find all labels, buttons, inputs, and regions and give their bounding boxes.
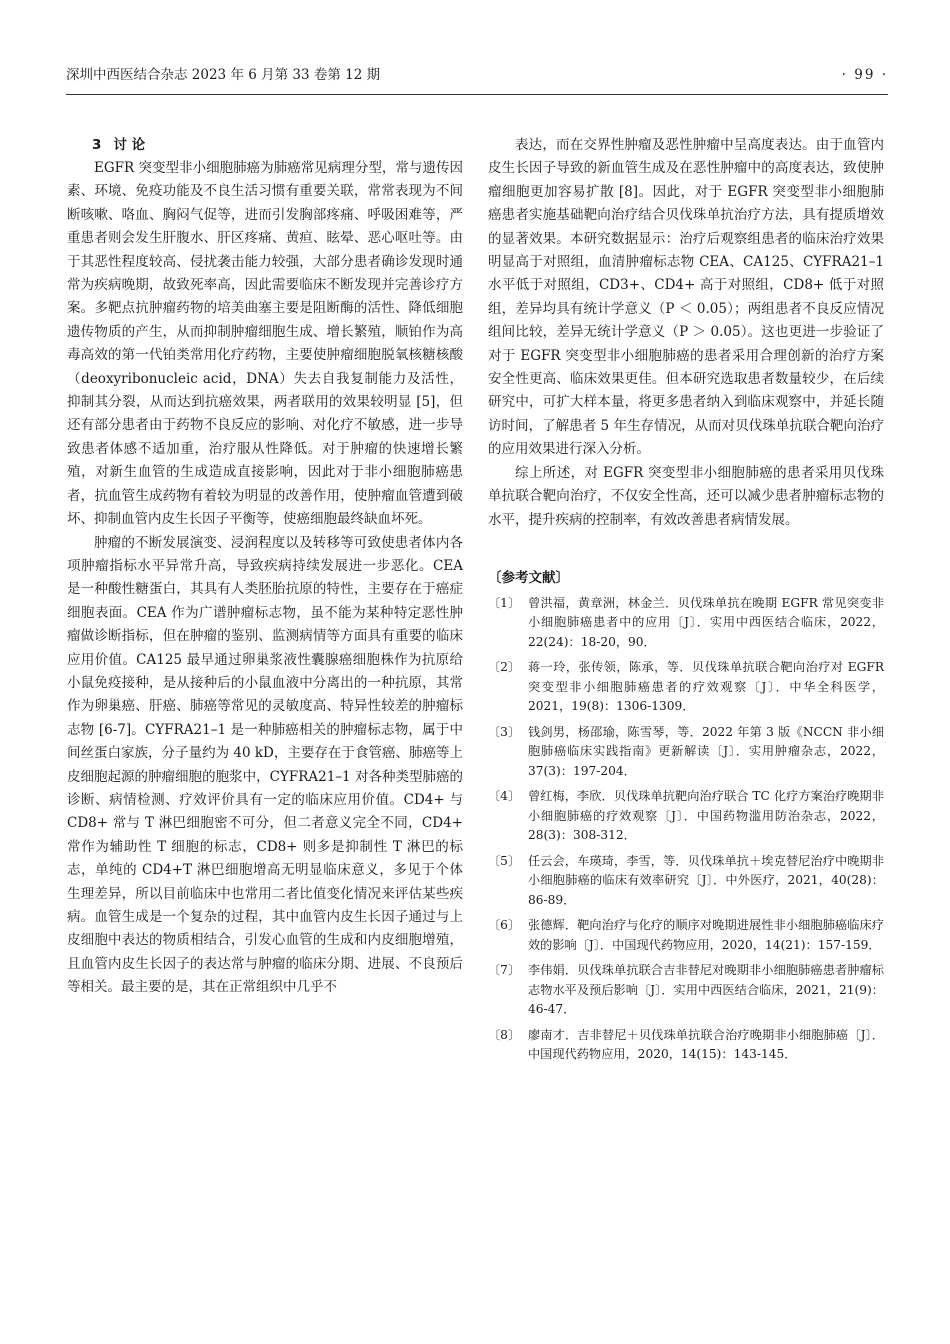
reference-text: 李伟娟．贝伐珠单抗联合吉非替尼对晚期非小细胞肺癌患者肿瘤标志物水平及预后影响〔J〕．实用中西医结合临床，2021，21(9)：46-47． [528, 963, 884, 1017]
reference-item [488, 961, 884, 1020]
reference-number: 〔7〕 [488, 963, 521, 978]
reference-text: 廖南才．吉非替尼＋贝伐珠单抗联合治疗晚期非小细胞肺癌〔J〕．中国现代药物应用，2020，14(15)：143-145． [528, 1027, 884, 1062]
reference-text: 曾红梅，李欣．贝伐珠单抗靶向治疗联合 TC 化疗方案治疗晚期非小细胞肺癌的疗效观察〔J〕．中国药物滥用防治杂志，2022，28(3)：308-312． [528, 789, 884, 843]
paragraph: 表达，而在交界性肿瘤及恶性肿瘤中呈高度表达。由于血管内皮生长因子导致的新血管生成及在恶性肿瘤中的高度表达，致使肿瘤细胞更加容易扩散 [8]。因此，对于 EGFR 突变型非小细胞肺癌患者实施基础靶向治疗结合贝伐珠单抗治疗方法，具有提质增效的显著效果。本研究数据显示：治疗后观察组患者的临床治疗效果明显高于对照组，血清肿瘤标志物 CEA、CA125、CYFRA21–1 水平低于对照组，CD3+、CD4+ 高于对照组，CD8+ 低于对照组，差异均具有统计学意义（P ＜ 0.05）；两组患者不良反应情况组间比较，差异无统计学意义（P ＞ 0.05）。这也更进一步验证了对于 EGFR 突变型非小细胞肺癌的患者采用合理创新的治疗方案安全性更高、临床效果更佳。但本研究选取患者数量较少，在后续研究中，可扩大样本量，将更多患者纳入到临床观察中，并延长随访时间，了解患者 5 年生存情况，从而对贝伐珠单抗联合靶向治疗的应用效果进行深入分析。 [488, 137, 884, 458]
reference-item [488, 658, 884, 717]
reference-number: 〔2〕 [488, 660, 521, 675]
reference-text: 曾洪福，黄章洲，林金兰．贝伐珠单抗在晚期 EGFR 常见突变非小细胞肺癌患者中的应用〔J〕．实用中西医结合临床，2022，22(24)：18-20，90． [528, 595, 884, 649]
reference-item [488, 723, 884, 782]
reference-item [488, 1026, 884, 1065]
reference-item [488, 852, 884, 911]
references-heading: 〔参考文献〕 [488, 569, 569, 586]
reference-text: 张德辉．靶向治疗与化疗的顺序对晚期进展性非小细胞肺癌临床疗效的影响〔J〕．中国现代药物应用，2020，14(21)：157-159． [528, 918, 884, 952]
reference-item [488, 594, 884, 653]
paragraph: 综上所述，对 EGFR 突变型非小细胞肺癌的患者采用贝伐珠单抗联合靶向治疗，不仅安全性高，还可以减少患者肿瘤标志物的水平，提升疾病的控制率，有效改善患者病情发展。 [488, 464, 884, 528]
reference-item [488, 787, 884, 846]
section-number: 3 [92, 137, 102, 153]
reference-text: 任云会，车瑛琦，李雪，等．贝伐珠单抗＋埃克替尼治疗中晚期非小细胞肺癌的临床有效率研究〔J〕．中外医疗，2021，40(28)：86-89． [528, 853, 884, 907]
paragraph: EGFR 突变型非小细胞肺癌为肺癌常见病理分型，常与遗传因素、环境、免疫功能及不良生活习惯有重要关联，常常表现为不间断咳嗽、咯血、胸闷气促等，进而引发胸部疼痛、呼吸困难等，严重患者则会发生肝腹水、肝区疼痛、黄疸、眩晕、恶心呕吐等。由于其恶性程度较高、侵扰袭击能力较强，大部分患者确诊发现时通常为疾病晚期，故致死率高，因此需要临床不断发现并完善诊疗方案。多靶点抗肿瘤药物的培美曲塞主要是阻断酶的活性、降低细胞遗传物质的产生，从而抑制肿瘤细胞生成、增长繁殖，顺铂作为高毒高效的第一代铂类常用化疗药物，主要使肿瘤细胞脱氧核糖核酸（deoxyribonucleic acid，DNA）失去自我复制能力及活性，抑制其分裂，从而达到抗癌效果，两者联用的效果较明显 [5]，但还有部分患者由于药物不良反应的影响、对化疗不敏感，进一步导致患者体感不适加重，治疗服从性降低。对于肿瘤的快速增长繁殖，对新生血管的生成造成直接影响，因此对于非小细胞肺癌患者，抗血管生成药物有着较为明显的改善作用，使肿瘤血管遭到破坏、抑制血管内皮生长因子平衡等，使癌细胞最终缺血坏死。 [67, 160, 463, 528]
left-column [67, 134, 463, 1000]
journal-title: 深圳中西医结合杂志 2023 年 6 月第 33 卷第 12 期 [66, 67, 381, 83]
section-title: 讨 论 [113, 137, 146, 153]
paragraph: 肿瘤的不断发展演变、浸润程度以及转移等可致使患者体内各项肿瘤指标水平异常升高，导致疾病持续发展进一步恶化。CEA 是一种酸性糖蛋白，其具有人类胚胎抗原的特性，主要存在于癌症细胞表面。CEA 作为广谱肿瘤标志物，虽不能为某种特定恶性肿瘤做诊断指标，但在肿瘤的鉴别、监测病情等方面具有重要的临床应用价值。CA125 最早通过卵巢浆液性囊腺癌细胞株作为抗原给小鼠免疫接种，是从接种后的小鼠血液中分离出的一种抗原，其常作为卵巢癌、肝癌、肺癌等常见的灵敏度高、特异性较差的肿瘤标志物 [6-7]。CYFRA21–1 是一种肺癌相关的肿瘤标志物，属于中间丝蛋白家族，分子量约为 40 kD，主要存在于食管癌、肺癌等上皮细胞起源的肿瘤细胞的胞浆中，CYFRA21–1 对各种类型肺癌的诊断、病情检测、疗效评价具有一定的临床应用价值。CD4+ 与 CD8+ 常与 T 淋巴细胞密不可分，但二者意义完全不同，CD4+ 常作为辅助性 T 细胞的标志，CD8+ 则多是抑制性 T 淋巴的标志，单纯的 CD4+T 淋巴细胞增高无明显临床意义，多见于个体生理差异，所以目前临床中也常用二者比值变化情况来评估某些疾病。血管生成是一个复杂的过程，其中血管内皮生长因子通过与上皮细胞中表达的物质相结合，引发心血管的生成和内皮细胞增殖，且血管内皮生长因子的表达常与肿瘤的临床分期、进展、不良预后等相关。最主要的是，其在正常组织中几乎不 [67, 534, 463, 996]
reference-number: 〔6〕 [488, 918, 521, 933]
reference-list [488, 594, 884, 1065]
page-number: · 99 · [841, 67, 888, 83]
reference-text: 蒋一玲，张传领，陈承，等．贝伐珠单抗联合靶向治疗对 EGFR 突变型非小细胞肺癌患者的疗效观察〔J〕．中华全科医学，2021，19(8)：1306-1309． [528, 660, 884, 714]
right-column [488, 134, 884, 1071]
reference-number: 〔8〕 [488, 1027, 521, 1042]
reference-number: 〔5〕 [488, 853, 521, 868]
reference-number: 〔1〕 [488, 595, 521, 610]
running-header [66, 66, 888, 88]
reference-item [488, 916, 884, 955]
section-heading [67, 134, 463, 157]
reference-number: 〔4〕 [488, 789, 521, 804]
reference-text: 钱剑男，杨邵瑜，陈雪琴，等．2022 年第 3 版《NCCN 非小细胞肺癌临床实践指南》更新解读〔J〕．实用肿瘤杂志，2022，37(3)：197-204． [528, 724, 884, 778]
header-rule [66, 94, 888, 95]
reference-number: 〔3〕 [488, 724, 521, 739]
